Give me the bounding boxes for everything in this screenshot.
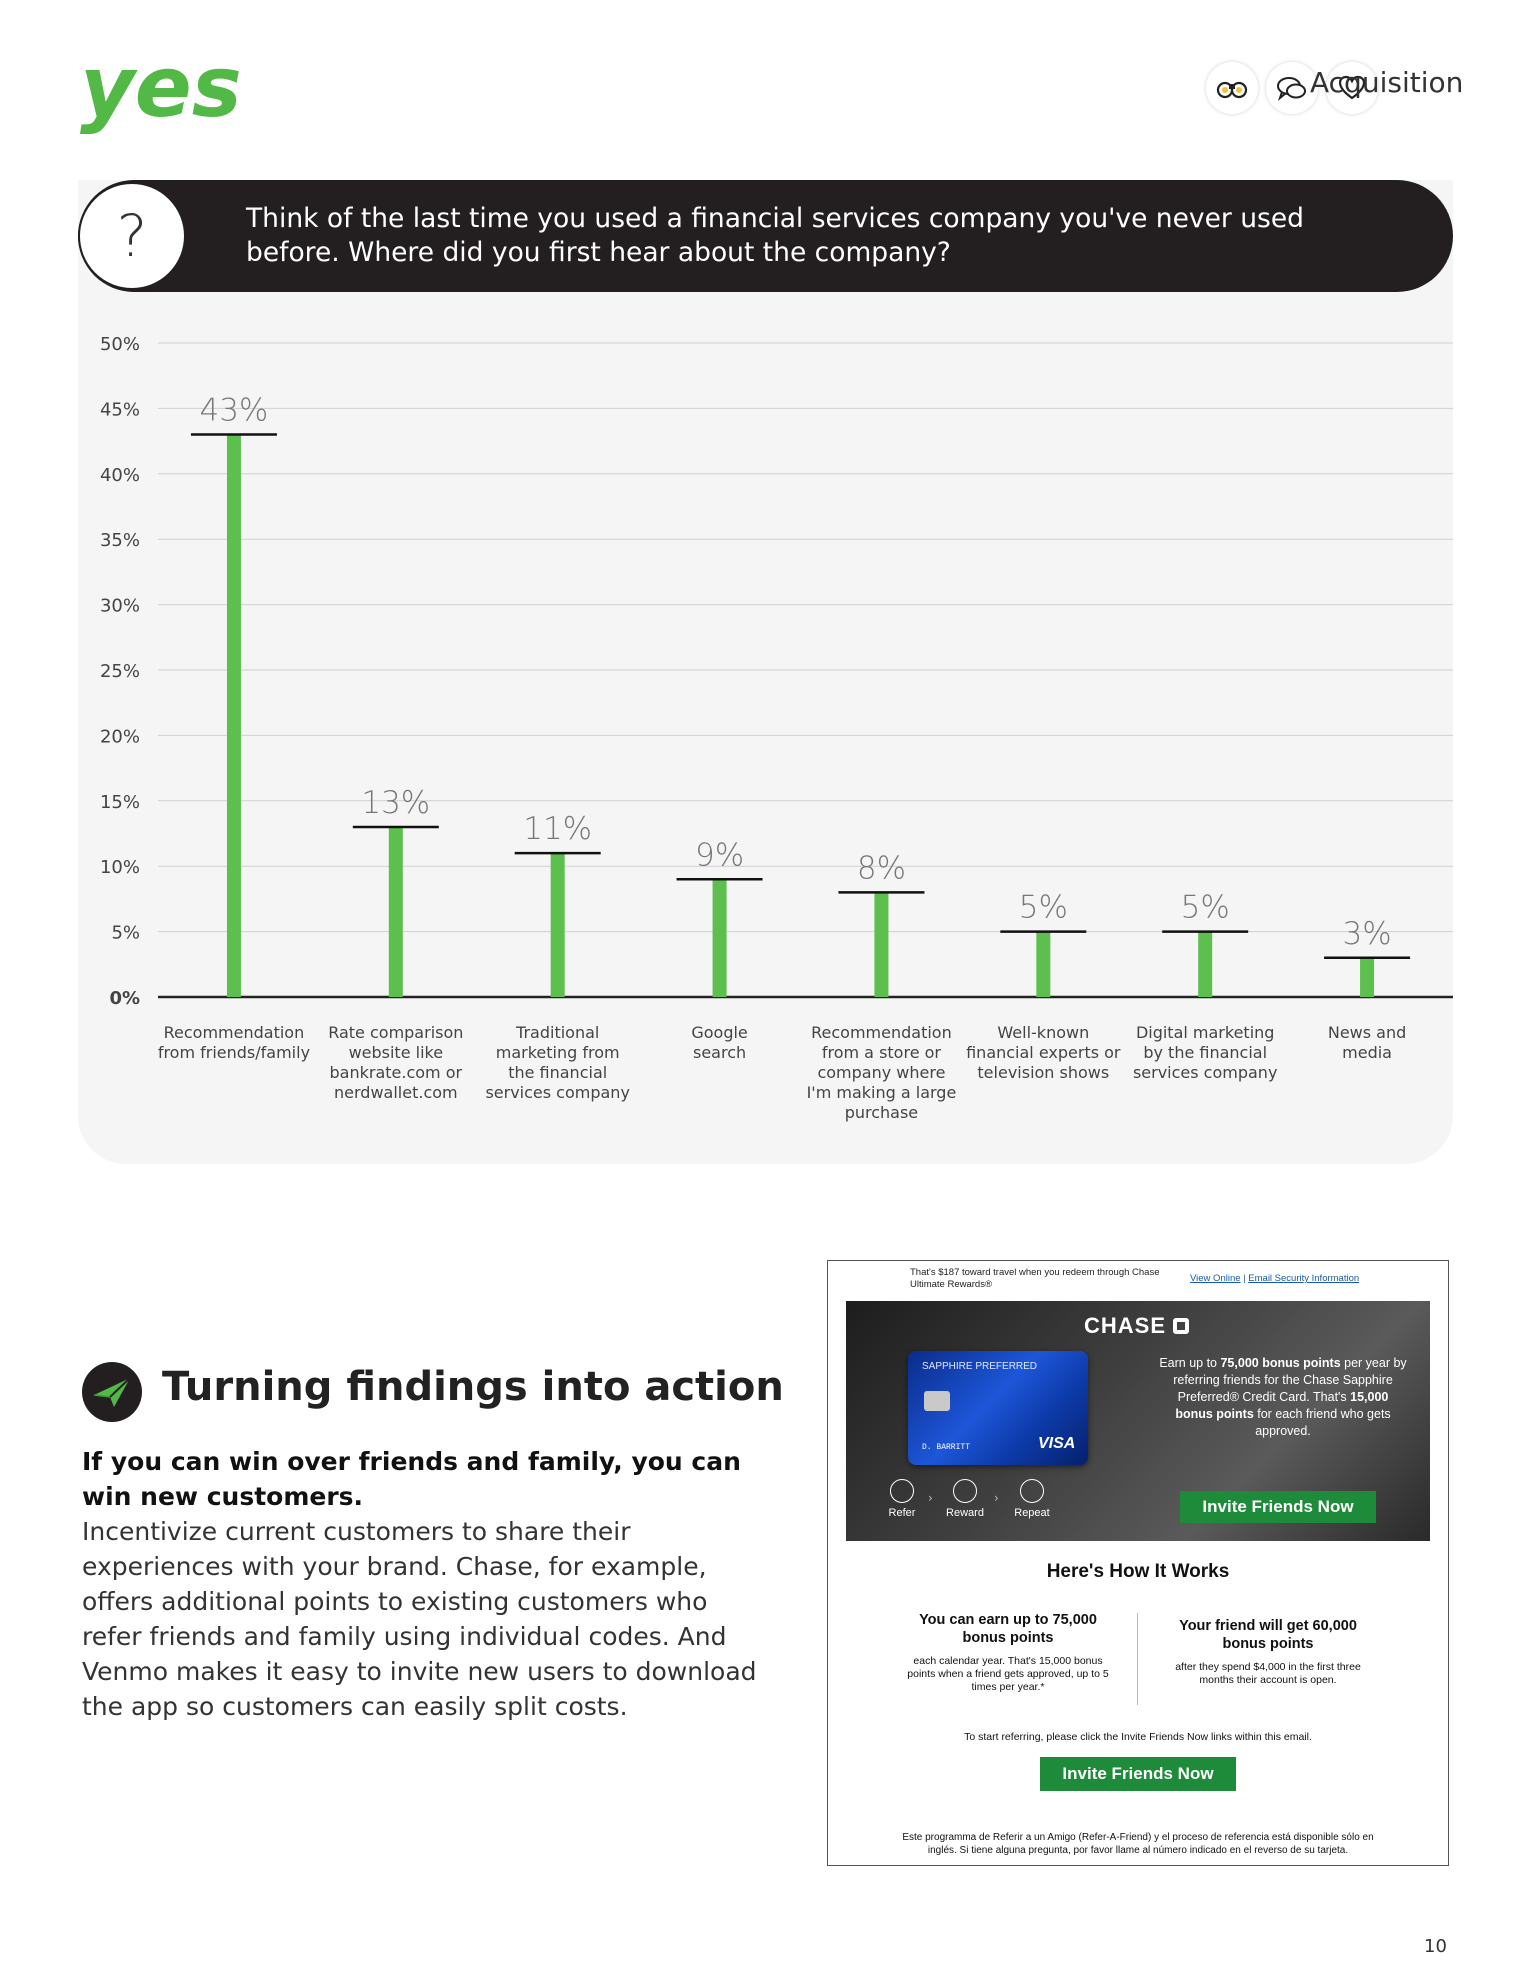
category-label-line: Google	[691, 1023, 748, 1042]
category-label-line: Recommendation	[811, 1023, 952, 1042]
category-label	[1328, 1023, 1406, 1062]
category-label-line: Digital marketing	[1135, 1023, 1275, 1042]
y-tick-label: 30%	[99, 595, 140, 617]
email-preheader: That's $187 toward travel when you redeem through Chase Ultimate Rewards®	[910, 1267, 1160, 1290]
category-label-line: services company	[485, 1083, 630, 1102]
repeat-icon	[1020, 1479, 1044, 1503]
value-label: 43%	[199, 392, 269, 429]
invite-friends-button-bottom[interactable]: Invite Friends Now	[1040, 1757, 1236, 1791]
view-online-link[interactable]: View Online	[1190, 1273, 1241, 1284]
chart-y-axis	[100, 334, 140, 1009]
bar	[551, 853, 565, 997]
step-repeat: Repeat	[1002, 1479, 1062, 1519]
y-tick-label: 0%	[109, 988, 140, 1009]
step-reward: Reward	[935, 1479, 995, 1519]
ribbon-icon	[953, 1479, 977, 1503]
you-earn-heading: You can earn up to 75,000 bonus points	[919, 1612, 1097, 1646]
email-security-link[interactable]: Email Security Information	[1248, 1273, 1360, 1284]
card-holder-name: D. BARRITT	[922, 1443, 971, 1452]
refer-note: To start referring, please click the Invite Friends Now links within this email.	[964, 1731, 1312, 1743]
bar	[1036, 932, 1050, 997]
y-tick-label: 50%	[99, 334, 140, 355]
category-label-line: Traditional	[516, 1023, 600, 1042]
category-label	[1133, 1023, 1277, 1082]
email-links	[1190, 1273, 1359, 1284]
value-label: 5%	[1180, 889, 1230, 926]
link-separator: |	[1243, 1273, 1246, 1284]
question-text: Think of the last time you used a financial services company you've never used before. Where did you first hear about the company?	[246, 203, 1304, 268]
bar	[874, 892, 888, 997]
column-divider	[1137, 1613, 1138, 1705]
category-label-line: the financial	[508, 1063, 608, 1082]
category-label-line: by the financial	[1143, 1043, 1268, 1062]
card-brand: SAPPHIRE PREFERRED	[922, 1361, 1038, 1372]
category-label	[485, 1023, 629, 1102]
refer-icon	[890, 1479, 914, 1503]
category-label-line: I'm making a large	[806, 1083, 957, 1102]
value-label: 5%	[1018, 889, 1068, 926]
invite-friends-button[interactable]: Invite Friends Now	[1180, 1491, 1376, 1523]
spanish-disclaimer: Este programma de Referir a un Amigo (Refer-A-Friend) y el proceso de referencia está disponible sólo en inglés. Si tiene alguna pregunta, por favor llame al número indicado en el reverso de su tarjeta.	[902, 1832, 1374, 1856]
category-label-line: Well-known	[997, 1023, 1090, 1042]
category-label-line: marketing from	[495, 1043, 620, 1062]
section-title: Acquisition	[1310, 66, 1464, 99]
y-tick-label: 35%	[99, 530, 140, 552]
sapphire-card-image	[908, 1351, 1088, 1465]
category-label-line: financial experts or	[966, 1043, 1121, 1062]
how-it-works-title: Here's How It Works	[1046, 1561, 1230, 1582]
bar	[389, 827, 403, 997]
hero-copy: Earn up to 75,000 bonus points per year by referring friends for the Chase Sapphire Preferred® Credit Card. That's 15,000 bonus points for each friend who gets approved.	[1159, 1356, 1407, 1438]
value-label: 13%	[361, 784, 431, 821]
y-tick-label: 40%	[99, 464, 140, 486]
value-label: 9%	[694, 837, 745, 874]
value-label: 11%	[523, 811, 593, 848]
svg-text:yes: yes	[80, 38, 242, 136]
friend-gets-heading: Your friend will get 60,000 bonus points	[1179, 1618, 1357, 1652]
category-label	[691, 1023, 747, 1062]
y-tick-label: 45%	[99, 399, 140, 421]
chase-referral-email	[827, 1260, 1449, 1866]
y-tick-label: 5%	[111, 922, 140, 944]
value-label: 8%	[856, 850, 907, 887]
chevron-right-icon: ›	[928, 1491, 933, 1505]
category-label-line: Recommendation	[163, 1023, 305, 1042]
category-label-line: Rate comparison	[328, 1023, 464, 1042]
category-label-line: News and	[1327, 1023, 1407, 1042]
bar	[1360, 958, 1374, 997]
y-tick-label: 15%	[99, 791, 140, 813]
y-tick-label: 20%	[99, 726, 140, 748]
action-lead: If you can win over friends and family, you can win new customers.	[82, 1447, 741, 1511]
friend-gets-column	[1158, 1617, 1378, 1687]
question-mark-icon: ?	[78, 182, 186, 290]
chevron-right-icon: ›	[994, 1491, 999, 1505]
category-label-line: media	[1342, 1043, 1392, 1062]
category-label-line: services company	[1132, 1063, 1278, 1082]
category-label-line: from a store or	[821, 1043, 942, 1062]
category-label-line: company where	[817, 1063, 946, 1082]
step-refer: Refer	[872, 1479, 932, 1519]
chart-x-axis	[158, 1023, 1406, 1122]
value-label: 3%	[1342, 915, 1392, 952]
you-earn-column	[898, 1611, 1118, 1694]
chase-logo: CHASE	[1084, 1313, 1189, 1339]
chase-octagon-icon	[1173, 1318, 1189, 1334]
page-number: 10	[1424, 1936, 1447, 1957]
paper-plane-icon	[82, 1362, 142, 1422]
bar	[713, 879, 727, 997]
email-hero	[846, 1301, 1430, 1541]
category-label-line: nerdwallet.com	[334, 1083, 458, 1102]
action-title: Turning findings into action	[162, 1364, 784, 1410]
y-tick-label: 10%	[99, 857, 140, 879]
action-body: Incentivize current customers to share their experiences with your brand. Chase, for example, offers additional points to existing customers who refer friends and family using individual codes. And Venmo makes it easy to invite new users to download the app so customers can easily split costs.	[82, 1517, 757, 1721]
bar	[1198, 932, 1212, 997]
friend-gets-body: after they spend $4,000 in the first three months their account is open.	[1175, 1661, 1361, 1686]
category-label-line: bankrate.com or	[329, 1063, 463, 1082]
y-tick-label: 25%	[99, 661, 140, 682]
you-earn-body: each calendar year. That's 15,000 bonus points when a friend gets approved, up to 5 times per year.*	[907, 1655, 1109, 1693]
visa-logo: VISA	[1038, 1435, 1076, 1452]
category-label	[966, 1023, 1121, 1082]
category-label-line: search	[692, 1043, 747, 1062]
category-label-line: purchase	[844, 1103, 919, 1122]
category-label	[328, 1023, 463, 1102]
bar	[227, 435, 241, 997]
card-chip-icon	[924, 1391, 950, 1411]
category-label-line: website like	[348, 1043, 444, 1062]
category-label	[807, 1023, 957, 1122]
chart-grid	[158, 343, 1453, 997]
category-label-line: television shows	[977, 1063, 1110, 1082]
category-label-line: from friends/family	[157, 1043, 311, 1062]
chart-value-labels	[199, 393, 1391, 952]
category-label	[158, 1023, 310, 1062]
